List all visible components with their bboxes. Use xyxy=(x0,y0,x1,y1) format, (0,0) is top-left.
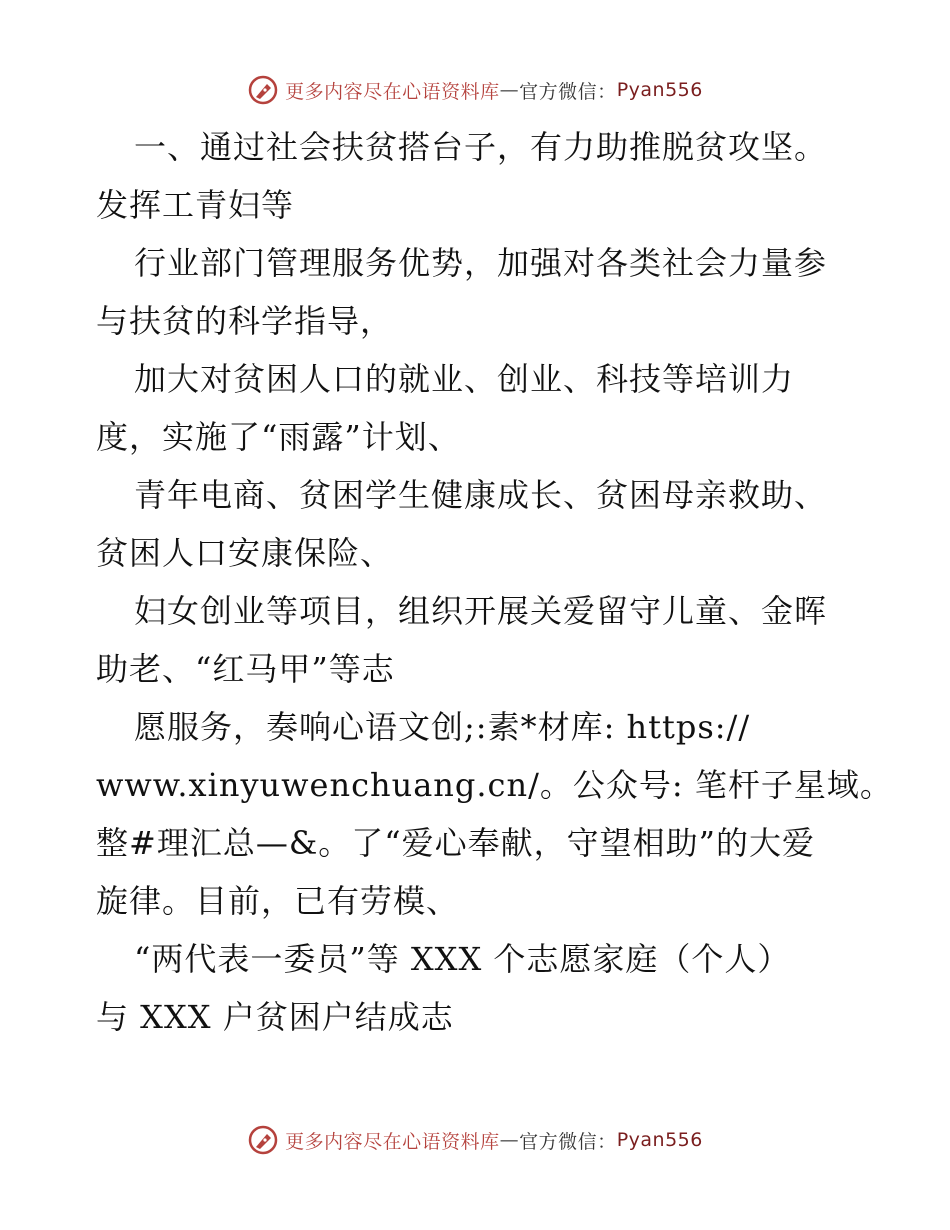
body-line: 助老、“红马甲”等志 xyxy=(96,650,395,688)
pen-nib-circle-icon xyxy=(247,1124,279,1156)
body-line: 发挥工青妇等 xyxy=(96,186,295,224)
watermark-separator: — xyxy=(499,1129,520,1151)
header-watermark xyxy=(0,70,950,110)
watermark-wechat-id: Pyan556 xyxy=(616,79,703,101)
body-line: 与扶贫的科学指导， xyxy=(96,302,394,340)
body-line: 妇女创业等项目，组织开展关爱留守儿童、金晖 xyxy=(134,592,828,630)
body-line: “两代表一委员”等 XXX 个志愿家庭（个人） xyxy=(134,940,791,978)
body-line: 贫困人口安康保险、 xyxy=(96,534,394,572)
body-line: 整#理汇总—&。了“爱心奉献，守望相助”的大爱 xyxy=(96,824,816,862)
body-line: www.xinyuwenchuang.cn/。公众号: 笔杆子星域。 xyxy=(96,766,893,804)
body-line: 行业部门管理服务优势，加强对各类社会力量参 xyxy=(134,244,828,282)
watermark-wechat-id: Pyan556 xyxy=(616,1129,703,1151)
watermark-brand: 更多内容尽在心语资料库 xyxy=(285,1130,500,1153)
watermark-wechat-label: 官方微信： xyxy=(519,1130,617,1153)
body-line: 愿服务，奏响心语文创;:素*材库: https:// xyxy=(134,708,751,746)
document-body xyxy=(96,118,893,1046)
body-line: 度，实施了“雨露”计划、 xyxy=(96,418,461,456)
body-line: 一、通过社会扶贫搭台子，有力助推脱贫攻坚。 xyxy=(134,128,828,166)
body-line: 加大对贫困人口的就业、创业、科技等培训力 xyxy=(134,360,795,398)
body-line: 与 XXX 户贫困户结成志 xyxy=(96,998,454,1036)
watermark-brand: 更多内容尽在心语资料库 xyxy=(285,80,500,103)
body-line: 旋律。目前，已有劳模、 xyxy=(96,882,460,920)
body-line: 青年电商、贫困学生健康成长、贫困母亲救助、 xyxy=(134,476,828,514)
footer-watermark xyxy=(0,1120,950,1160)
watermark-wechat-label: 官方微信： xyxy=(519,80,617,103)
watermark-separator: — xyxy=(499,79,520,101)
pen-nib-circle-icon xyxy=(247,74,279,106)
